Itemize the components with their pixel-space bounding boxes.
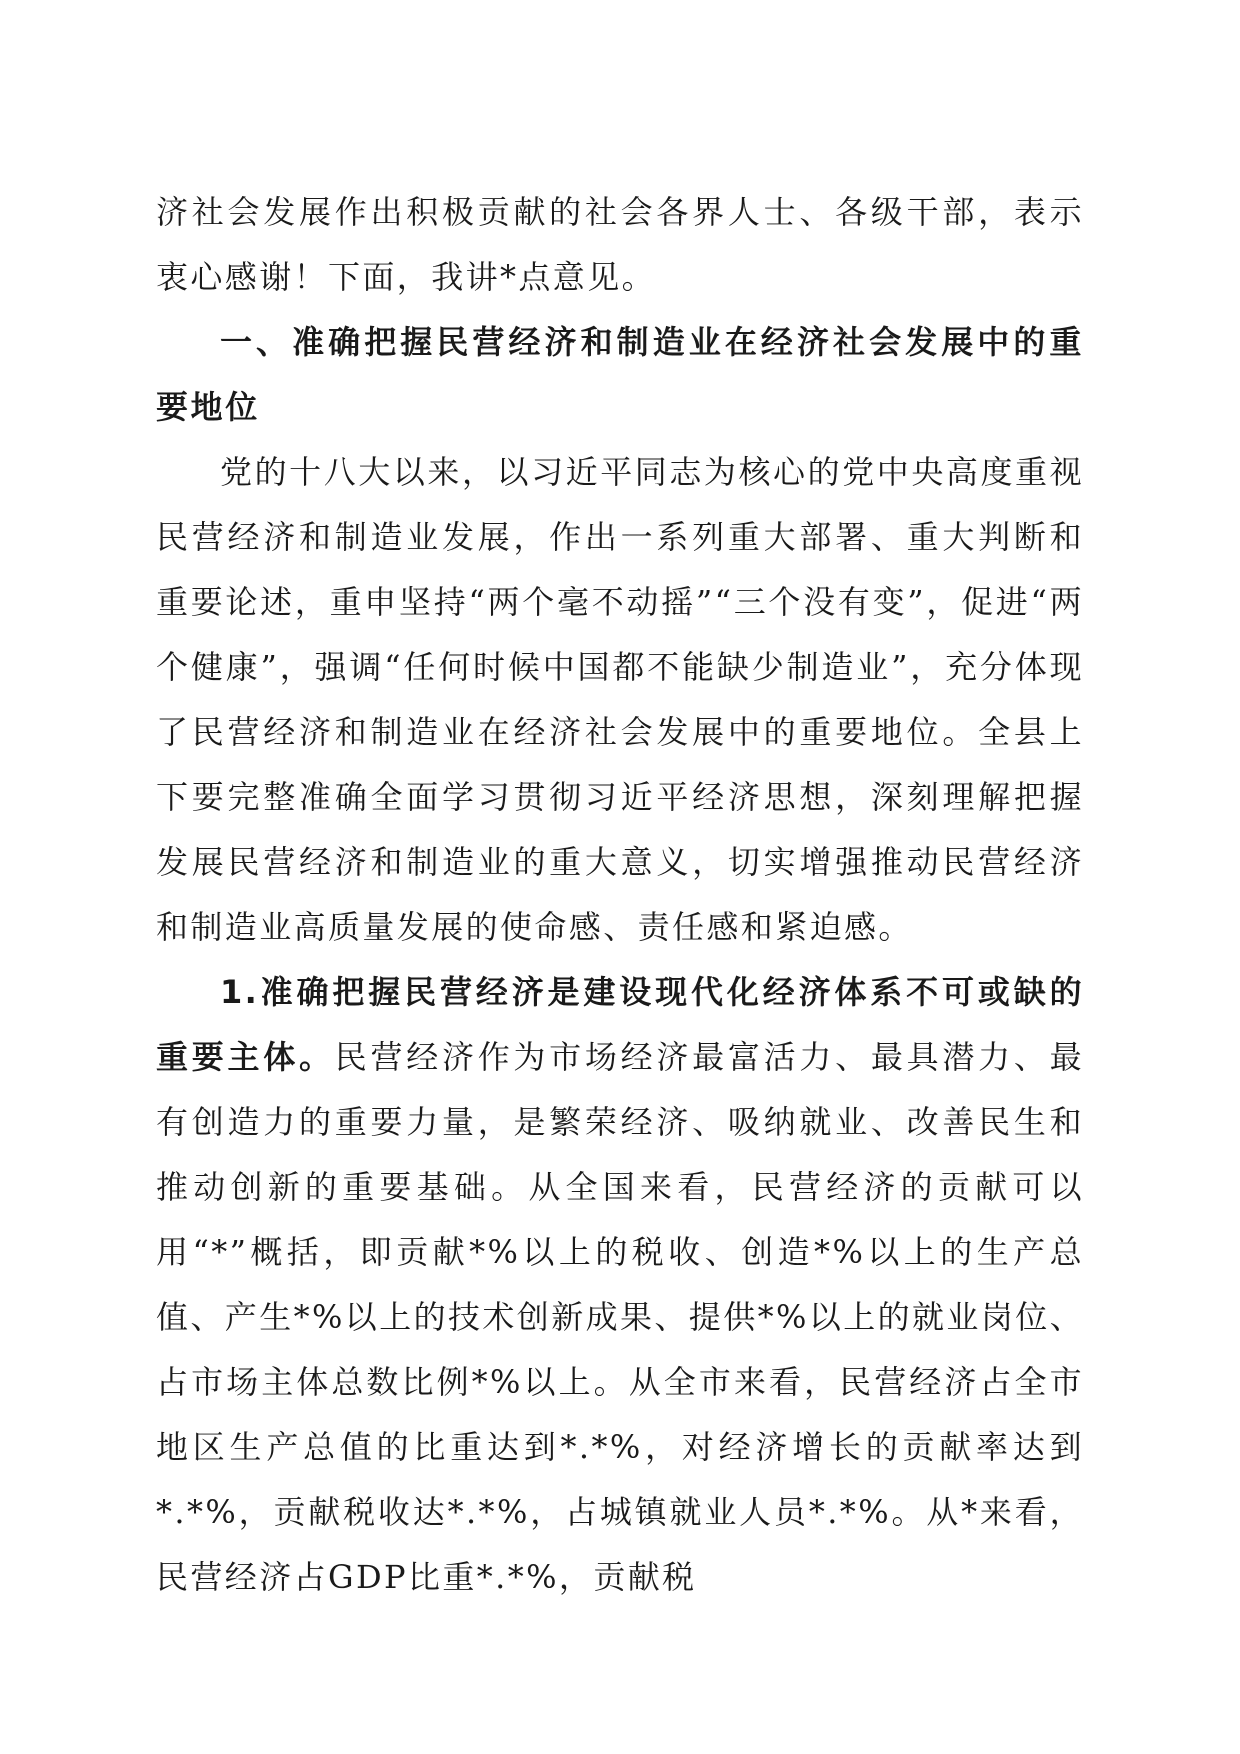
point-1-paragraph	[156, 960, 1084, 1610]
point-1-lead: 1.准确把握民营经济是建设现代化经济体系不可或缺的重要主体。	[156, 973, 1084, 1076]
point-1-body: 民营经济作为市场经济最富活力、最具潜力、最有创造力的重要力量，是繁荣经济、吸纳就业、改善民生和推动创新的重要基础。从全国来看，民营经济的贡献可以用“*”概括，即贡献*%以上的税收、创造*%以上的生产总值、产生*%以上的技术创新成果、提供*%以上的就业岗位、占市场主体总数比例*%以上。从全市来看，民营经济占全市地区生产总值的比重达到*.*%，对经济增长的贡献率达到*.*%，贡献税收达*.*%，占城镇就业人员*.*%。从*来看，民营经济占GDP比重*.*%，贡献税	[156, 1038, 1085, 1596]
section-heading: 一、准确把握民营经济和制造业在经济社会发展中的重要地位	[156, 323, 1084, 426]
document-body	[156, 180, 1084, 1610]
intro-continuation-paragraph: 济社会发展作出积极贡献的社会各界人士、各级干部，表示衷心感谢！下面，我讲*点意见。	[156, 193, 1084, 296]
section-body-paragraph: 党的十八大以来，以习近平同志为核心的党中央高度重视民营经济和制造业发展，作出一系列重大部署、重大判断和重要论述，重申坚持“两个毫不动摇”“三个没有变”，促进“两个健康”，强调“任何时候中国都不能缺少制造业”，充分体现了民营经济和制造业在经济社会发展中的重要地位。全县上下要完整准确全面学习贯彻习近平经济思想，深刻理解把握发展民营经济和制造业的重大意义，切实增强推动民营经济和制造业高质量发展的使命感、责任感和紧迫感。	[156, 453, 1084, 946]
